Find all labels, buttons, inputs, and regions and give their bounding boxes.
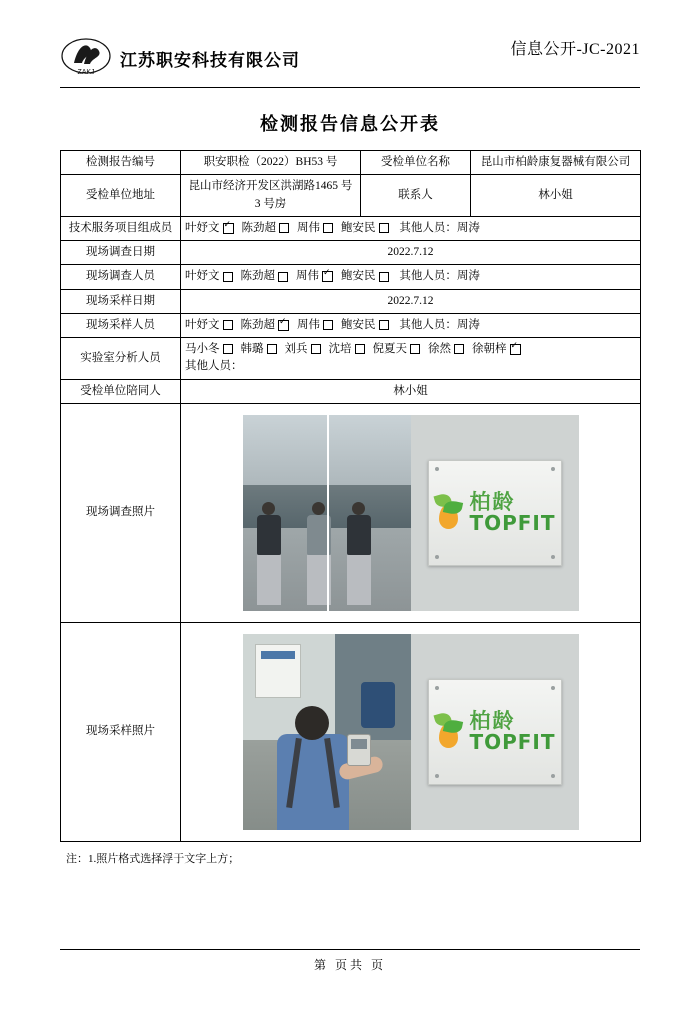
checkbox-icon[interactable] — [454, 344, 464, 354]
client-address-label: 受检单位地址 — [61, 175, 181, 217]
person-name: 沈培 — [328, 343, 352, 355]
person-name: 鲍安民 — [341, 318, 376, 331]
checkbox-icon[interactable] — [279, 223, 289, 233]
person-checkbox-group[interactable] — [472, 343, 522, 355]
person-name: 倪夏天 — [372, 343, 407, 355]
survey-photo-wrap — [181, 404, 640, 622]
sampling-device — [347, 734, 371, 766]
report-no-value: 职安职检（2022）BH53 号 — [181, 151, 361, 175]
table-row — [61, 175, 641, 217]
person-name: 叶妤文 — [185, 221, 220, 234]
table-row — [61, 216, 641, 240]
sign-text — [469, 492, 555, 534]
sampling-photo-cell — [181, 622, 641, 841]
person-checkbox-group[interactable] — [185, 270, 234, 282]
table-row — [61, 151, 641, 175]
person-checkbox-group[interactable] — [185, 343, 234, 355]
sign-plate — [428, 460, 562, 566]
page-footer — [60, 949, 640, 973]
person-name: 徐朝梓 — [472, 343, 507, 355]
person-checkbox-group[interactable] — [297, 222, 334, 234]
team-other-label: 其他人员： — [399, 221, 457, 234]
team-other — [399, 222, 480, 234]
checkbox-icon[interactable] — [278, 272, 288, 282]
team-label: 技术服务项目组成员 — [61, 216, 181, 240]
company-name: 江苏职安科技有限公司 — [120, 50, 300, 70]
company-logo-icon — [60, 36, 112, 80]
document-code: 信息公开-JC-2021 — [510, 41, 640, 58]
sampling-date-value: 2022.7.12 — [181, 289, 641, 313]
client-name-value: 昆山市柏龄康复器械有限公司 — [471, 151, 641, 175]
person-checkbox-group[interactable] — [297, 319, 334, 331]
checkbox-icon[interactable] — [410, 344, 420, 354]
survey-people-list — [185, 270, 397, 282]
person-name: 周伟 — [297, 221, 320, 234]
sampling-other — [399, 319, 480, 331]
footnote: 注：1.照片格式选择浮于文字上方； — [66, 852, 240, 865]
person-name: 鲍安民 — [341, 221, 376, 234]
topfit-sign-photo — [411, 634, 579, 830]
survey-date-value: 2022.7.12 — [181, 241, 641, 265]
page-number: 第 页共 页 — [313, 958, 386, 972]
topfit-logo-icon — [433, 711, 463, 753]
survey-other-value: 周涛 — [456, 270, 480, 283]
sign-english-name: TOPFIT — [469, 730, 556, 754]
person-name: 韩璐 — [240, 343, 264, 355]
person-name: 周伟 — [297, 318, 320, 331]
survey-other — [399, 270, 480, 282]
checkbox-icon[interactable] — [379, 223, 389, 233]
checkbox-icon[interactable] — [267, 344, 277, 354]
person-checkbox-group[interactable] — [341, 270, 390, 282]
person-checkbox-group[interactable] — [185, 222, 235, 234]
person-checkbox-group[interactable] — [241, 319, 291, 331]
person-name: 徐然 — [428, 343, 451, 355]
client-address-value: 昆山市经济开发区洪湖路1465 号 3 号房 — [181, 175, 361, 217]
table-row — [61, 379, 641, 403]
table-row — [61, 241, 641, 265]
person-checkbox-group[interactable] — [341, 222, 390, 234]
sampling-people-label: 现场采样人员 — [61, 313, 181, 337]
svg-text:ZAKJ: ZAKJ — [77, 69, 95, 76]
person-name: 陈劲超 — [240, 270, 275, 283]
contact-label: 联系人 — [361, 175, 471, 217]
survey-people-cell — [181, 265, 641, 289]
survey-other-label: 其他人员： — [399, 270, 457, 283]
topfit-logo-icon — [433, 492, 463, 534]
photo-person — [347, 502, 371, 605]
person-name: 周伟 — [296, 270, 319, 283]
person-name: 鲍安民 — [341, 270, 376, 283]
sampling-photo-wrap — [181, 623, 640, 841]
person-name: 叶妤文 — [185, 318, 220, 331]
sampling-date-label: 现场采样日期 — [61, 289, 181, 313]
document-page — [0, 22, 700, 1011]
person-checkbox-group[interactable] — [241, 343, 278, 355]
person-checkbox-group[interactable] — [296, 270, 334, 282]
lab-people-cell — [181, 338, 641, 380]
escort-label: 受检单位陪同人 — [61, 379, 181, 403]
lab-people-label: 实验室分析人员 — [61, 338, 181, 380]
survey-photo-label: 现场调查照片 — [61, 403, 181, 622]
checkbox-icon[interactable] — [379, 320, 389, 330]
checkbox-icon[interactable] — [223, 272, 233, 282]
table-row — [61, 403, 641, 622]
sign-chinese-name: 柏龄 — [469, 490, 516, 514]
escort-value: 林小姐 — [181, 379, 641, 403]
lab-other — [185, 358, 636, 375]
page-title: 检测报告信息公开表 — [260, 114, 440, 134]
lab-people-list — [185, 341, 636, 358]
topfit-sign-photo — [411, 415, 579, 611]
sign-plate — [428, 679, 562, 785]
survey-photo-cell — [181, 403, 641, 622]
checkbox-checked-icon[interactable] — [223, 223, 234, 234]
person-name: 马小冬 — [185, 343, 220, 355]
person-checkbox-group[interactable] — [241, 270, 290, 282]
person-checkbox-group[interactable] — [185, 319, 234, 331]
footer-divider — [60, 949, 640, 950]
table-row — [61, 313, 641, 337]
person-name: 刘兵 — [284, 343, 308, 355]
person-checkbox-group[interactable] — [329, 343, 366, 355]
checkbox-checked-icon[interactable] — [278, 320, 289, 331]
person-checkbox-group[interactable] — [373, 343, 422, 355]
checkbox-icon[interactable] — [355, 344, 365, 354]
table-row — [61, 265, 641, 289]
sign-chinese-name: 柏龄 — [469, 709, 516, 733]
checkbox-icon[interactable] — [323, 223, 333, 233]
person-name: 陈劲超 — [240, 318, 275, 331]
sampling-people-list — [185, 319, 397, 331]
report-info-table — [60, 150, 641, 842]
sign-text — [469, 711, 555, 753]
table-row — [61, 289, 641, 313]
lab-other-label: 其他人员： — [185, 360, 243, 373]
person-checkbox-group[interactable] — [285, 343, 322, 355]
survey-people-label: 现场调查人员 — [61, 265, 181, 289]
team-members-cell — [181, 216, 641, 240]
sampling-other-label: 其他人员： — [399, 318, 457, 331]
photo-person — [257, 502, 281, 605]
workshop-photo — [243, 415, 411, 611]
checkbox-icon[interactable] — [223, 344, 233, 354]
sampling-people-cell — [181, 313, 641, 337]
sampling-other-value: 周涛 — [456, 318, 480, 331]
header-divider — [60, 87, 640, 88]
checkbox-checked-icon[interactable] — [510, 344, 521, 355]
checkbox-icon[interactable] — [223, 320, 233, 330]
page-header — [60, 22, 640, 94]
checkbox-icon[interactable] — [323, 320, 333, 330]
checkbox-icon[interactable] — [379, 272, 389, 282]
team-members-list — [185, 222, 397, 234]
table-row — [61, 338, 641, 380]
person-checkbox-group[interactable] — [341, 319, 390, 331]
company-logo-block — [60, 36, 300, 80]
table-row — [61, 622, 641, 841]
person-name: 陈劲超 — [241, 221, 276, 234]
sign-english-name: TOPFIT — [469, 511, 556, 535]
person-name: 叶妤文 — [185, 270, 220, 283]
report-no-label: 检测报告编号 — [61, 151, 181, 175]
client-name-label: 受检单位名称 — [361, 151, 471, 175]
survey-date-label: 现场调查日期 — [61, 241, 181, 265]
person-checkbox-group[interactable] — [428, 343, 465, 355]
contact-value: 林小姐 — [471, 175, 641, 217]
person-checkbox-group[interactable] — [242, 222, 291, 234]
sampling-photo — [243, 634, 411, 830]
sampling-photo-label: 现场采样照片 — [61, 622, 181, 841]
checkbox-checked-icon[interactable] — [322, 271, 333, 282]
checkbox-icon[interactable] — [311, 344, 321, 354]
team-other-value: 周涛 — [456, 221, 480, 234]
